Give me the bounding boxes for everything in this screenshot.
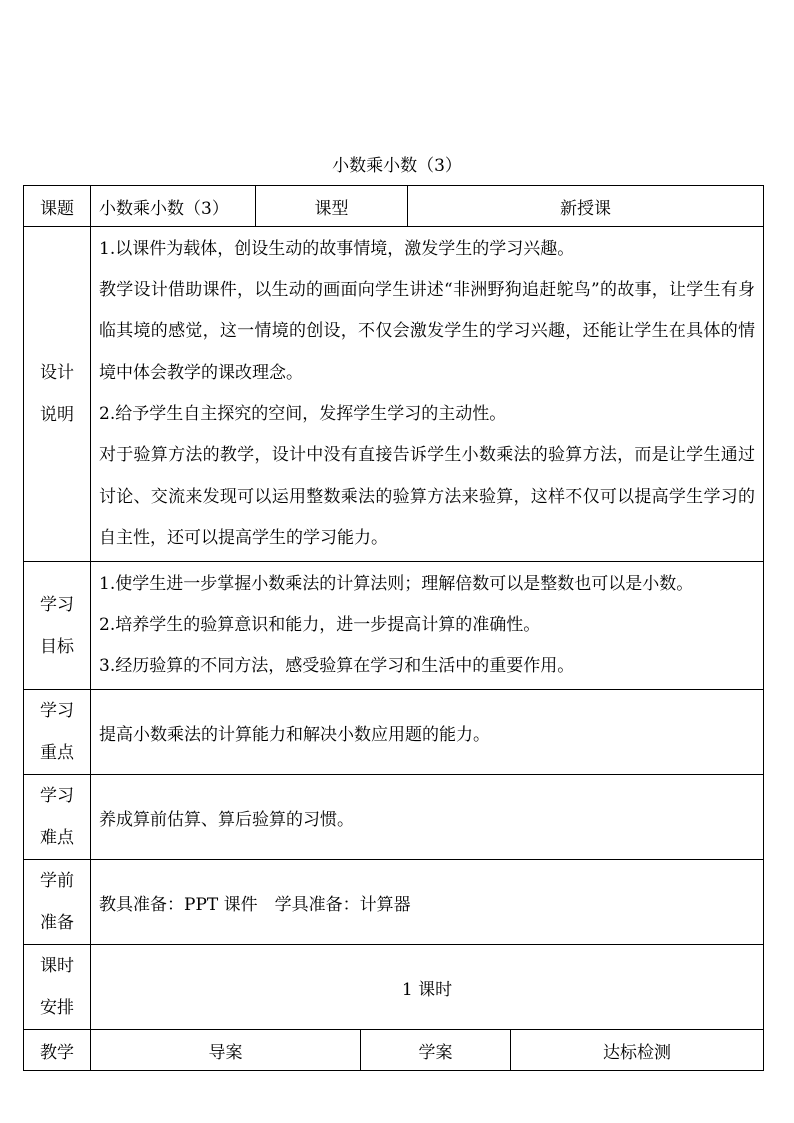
time-row — [24, 945, 764, 1030]
difficulties-content: 养成算前估算、算后验算的习惯。 — [91, 775, 764, 860]
teaching-label: 教学 — [24, 1030, 91, 1071]
document-title: 小数乘小数（3） — [332, 156, 462, 176]
test-column-header: 达标检测 — [511, 1030, 764, 1071]
goal-item: 2.培养学生的验算意识和能力，进一步提高计算的准确性。 — [99, 614, 541, 635]
difficulties-label: 学习 难点 — [24, 775, 91, 860]
lesson-type-value: 新授课 — [408, 186, 764, 227]
design-notes-content — [91, 227, 764, 562]
preparation-row — [24, 860, 764, 945]
design-paragraph: 教学设计借助课件，以生动的画面向学生讲述“非洲野狗追赶鸵鸟”的故事，让学生有身临其境的感觉，这一情境的创设，不仅会激发学生的学习兴趣，还能让学生在具体的情境中体会教学的课改理念。 — [99, 280, 755, 383]
design-paragraph: 1.以课件为载体，创设生动的故事情境，激发学生的学习兴趣。 — [99, 238, 575, 259]
learning-goals-label: 学习 目标 — [24, 562, 91, 690]
teaching-row — [24, 1030, 764, 1071]
key-points-row — [24, 690, 764, 775]
design-notes-row — [24, 227, 764, 562]
design-notes-label: 设计 说明 — [24, 227, 91, 562]
key-points-label: 学习 重点 — [24, 690, 91, 775]
difficulties-row — [24, 775, 764, 860]
lesson-type-label: 课型 — [256, 186, 408, 227]
preparation-label: 学前 准备 — [24, 860, 91, 945]
study-column-header: 学案 — [361, 1030, 511, 1071]
key-points-content: 提高小数乘法的计算能力和解决小数应用题的能力。 — [91, 690, 764, 775]
topic-label: 课题 — [24, 186, 91, 227]
design-paragraph: 2.给予学生自主探究的空间，发挥学生学习的主动性。 — [99, 404, 507, 424]
learning-goals-row — [24, 562, 764, 690]
topic-value: 小数乘小数（3） — [91, 186, 256, 227]
goal-item: 1.使学生进一步掌握小数乘法的计算法则；理解倍数可以是整数也可以是小数。 — [99, 573, 694, 594]
learning-goals-content — [91, 562, 764, 690]
topic-row — [24, 186, 764, 227]
design-paragraph: 对于验算方法的教学，设计中没有直接告诉学生小数乘法的验算方法，而是让学生通过讨论、交流来发现可以运用整数乘法的验算方法来验算，这样不仅可以提高学生学习的自主性，还可以提高学生的学习能力。 — [99, 445, 755, 548]
time-content: 1 课时 — [91, 945, 764, 1030]
guide-column-header: 导案 — [91, 1030, 361, 1071]
time-label: 课时 安排 — [24, 945, 91, 1030]
goal-item: 3.经历验算的不同方法，感受验算在学习和生活中的重要作用。 — [99, 656, 575, 677]
preparation-content: 教具准备：PPT 课件 学具准备：计算器 — [91, 860, 764, 945]
lesson-plan-table — [23, 185, 764, 1071]
